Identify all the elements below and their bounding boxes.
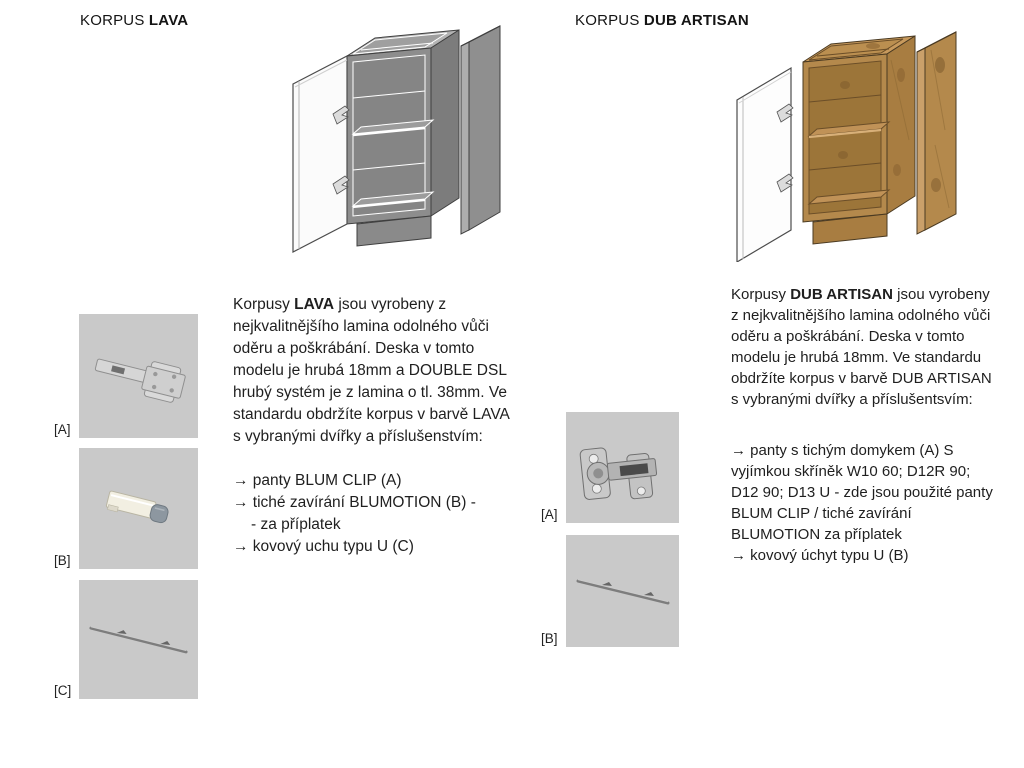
loose-side-panel	[461, 26, 500, 234]
blumotion-damper-icon	[79, 448, 198, 569]
dub-artisan-cabinet-illustration	[733, 20, 967, 262]
feature-list	[233, 470, 520, 558]
cabinet-body	[803, 36, 915, 222]
feature-list	[731, 440, 995, 566]
u-handle-icon	[566, 535, 679, 647]
hardware-item-lava-c	[54, 580, 198, 699]
hardware-thumbnail	[566, 535, 679, 647]
straight-hinge-icon	[79, 314, 198, 438]
desc-prefix: Korpusy	[233, 296, 295, 313]
lava-text-block	[233, 294, 520, 558]
title-name: LAVA	[148, 12, 189, 29]
feature-line: → tiché zavírání BLUMOTION (B) -	[233, 494, 476, 511]
dub-artisan-text-block	[731, 284, 995, 566]
open-door	[737, 68, 793, 262]
open-door	[293, 56, 349, 252]
desc-name: DUB ARTISAN	[790, 286, 893, 303]
hardware-label: [A]	[54, 422, 71, 437]
hardware-thumbnail	[566, 412, 679, 523]
title-prefix: KORPUS	[80, 12, 149, 29]
feature-line: - za příplatek	[251, 516, 341, 533]
clip-hinge-icon	[566, 412, 679, 523]
lava-cabinet-illustration	[283, 10, 515, 268]
hardware-item-lava-a	[54, 314, 198, 438]
hardware-item-artisan-b	[541, 535, 679, 647]
description-text	[233, 294, 520, 448]
feature-line: → panty s tichým domykem (A) S vyjímkou skříněk W10 60; D12R 90; D12 90; D13 U - zde jsou použité panty BLUM CLIP / tiché zavírání BLUMOTION za příplatek	[731, 442, 997, 543]
desc-rest: jsou vyrobeny z nejkvalitnějšího lamina odolného vůči oděru a poškrábání. Deska v tomto modelu je hrubá 18mm. Ve standardu obdržíte korpus v barvě DUB ARTISAN s vybranými dvířky a příslušentsvím:	[731, 286, 992, 408]
u-handle-icon	[79, 580, 198, 699]
feature-line: → panty BLUM CLIP (A)	[233, 472, 402, 489]
hardware-item-lava-b	[54, 448, 198, 569]
hardware-label: [A]	[541, 507, 558, 522]
section-title-lava	[80, 12, 188, 29]
cabinet-body	[347, 30, 459, 224]
hardware-label: [B]	[541, 631, 558, 646]
feature-line: → kovový uchu typu U (C)	[233, 538, 414, 555]
loose-side-panel	[917, 32, 956, 234]
hardware-thumbnail	[79, 448, 198, 569]
title-prefix: KORPUS	[575, 12, 644, 29]
desc-prefix: Korpusy	[731, 286, 791, 303]
desc-rest: jsou vyrobeny z nejkvalitnějšího lamina odolného vůči oděru a poškrábání. Deska v tomto modelu je hrubá 18mm a DOUBLE DSL hrubý systém je z lamina o tl. 38mm. Ve standardu obdržíte korpus v barvě LAVA s vybranými dvířky a příslušenstvím:	[233, 296, 510, 445]
hardware-label: [B]	[54, 553, 71, 568]
feature-line: → kovový úchyt typu U (B)	[731, 547, 909, 564]
hardware-thumbnail	[79, 580, 198, 699]
hardware-item-artisan-a	[541, 412, 679, 523]
title-name: DUB ARTISAN	[643, 12, 749, 29]
hardware-thumbnail	[79, 314, 198, 438]
description-text	[731, 284, 995, 410]
hardware-label: [C]	[54, 683, 72, 698]
desc-name: LAVA	[294, 296, 335, 313]
section-title-dub-artisan	[575, 12, 749, 29]
